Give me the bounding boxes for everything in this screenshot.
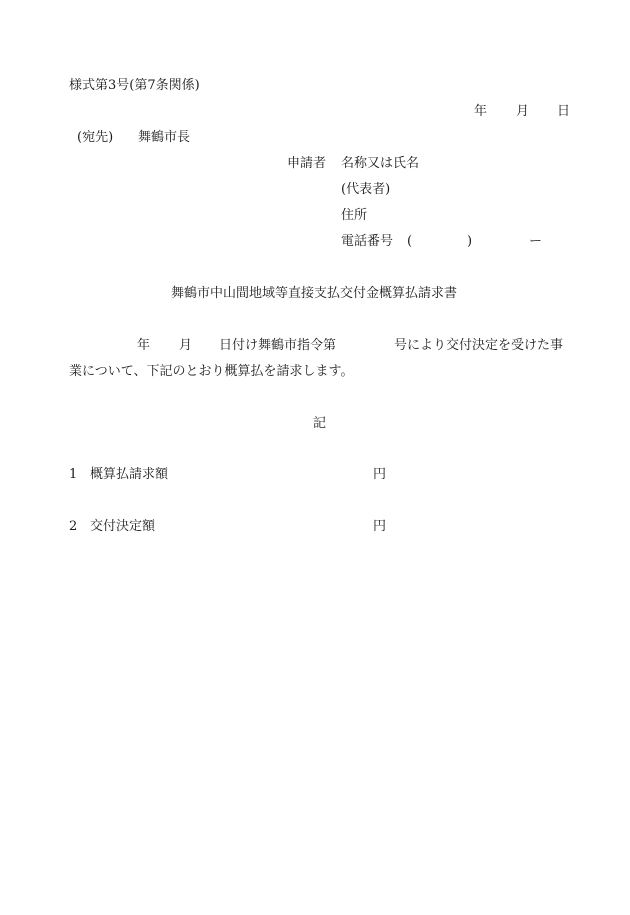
- phone-dash: ー: [529, 234, 543, 249]
- body-decision-part: 号により交付決定を受けた事: [394, 338, 564, 353]
- document-title: 舞鶴市中山間地域等直接支払交付金概算払請求書: [171, 286, 458, 301]
- ki-heading: 記: [313, 416, 327, 431]
- body-day-part: 日付け舞鶴市指令第: [219, 338, 337, 353]
- item-1-label: 概算払請求額: [90, 467, 169, 482]
- item-1-number: 1: [69, 467, 78, 482]
- item-2-label: 交付決定額: [90, 519, 156, 534]
- date-day-label: 日: [557, 104, 571, 119]
- body-line-2: 業について、下記のとおり概算払を請求します。: [69, 364, 354, 379]
- applicant-representative-label: (代表者): [341, 182, 391, 197]
- body-year-label: 年: [137, 338, 151, 353]
- date-month-label: 月: [516, 104, 530, 119]
- body-month-label: 月: [179, 338, 193, 353]
- applicant-name-label: 名称又は氏名: [341, 156, 420, 171]
- applicant-address-label: 住所: [341, 208, 368, 223]
- date-year-label: 年: [474, 104, 488, 119]
- item-2-unit: 円: [373, 519, 387, 534]
- item-2-number: 2: [69, 519, 78, 534]
- item-1-unit: 円: [373, 467, 387, 482]
- applicant-phone-label: 電話番号: [341, 234, 394, 249]
- addressee-prefix: (宛先): [77, 130, 114, 145]
- phone-open-paren: (: [407, 234, 413, 249]
- form-number: 様式第3号(第7条関係): [69, 78, 200, 93]
- addressee-name: 舞鶴市長: [138, 130, 191, 145]
- phone-close-paren: ): [467, 234, 473, 249]
- applicant-label: 申請者: [287, 156, 327, 171]
